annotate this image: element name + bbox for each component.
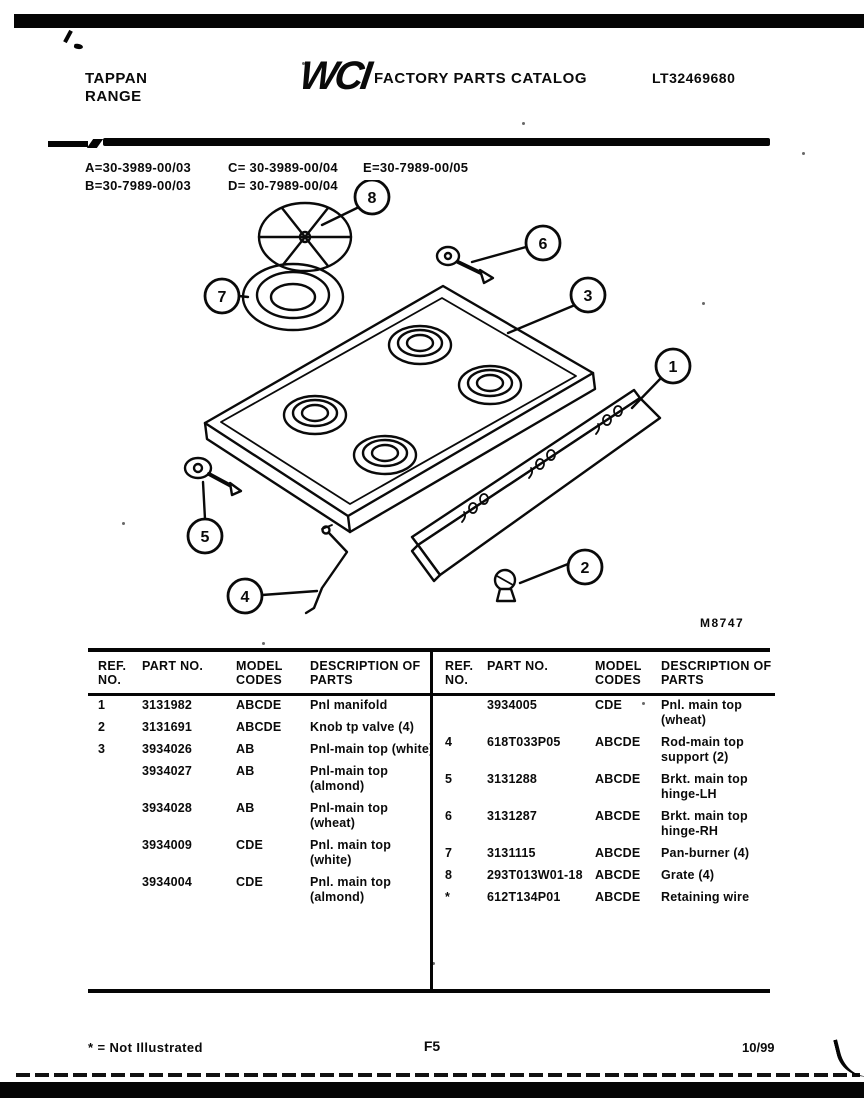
pen-mark <box>63 30 73 43</box>
model-e: E=30-7989-00/05 <box>363 160 469 175</box>
col-ref-no: REF. NO. <box>445 659 474 687</box>
model-a: A=30-3989-00/03 <box>85 160 192 175</box>
catalog-title: FACTORY PARTS CATALOG <box>374 70 588 87</box>
ref-no-cell: 2 <box>98 720 106 734</box>
parts-table-right-body <box>433 695 775 911</box>
col-part-no: PART NO. <box>487 659 549 673</box>
col-ref-no: REF. NO. <box>98 659 127 687</box>
part-no-cell: 3131691 <box>142 720 193 734</box>
table-row <box>88 873 438 910</box>
part-no-cell: 3934028 <box>142 801 193 815</box>
col-model-codes: MODEL CODES <box>236 659 283 687</box>
part-no-cell: 293T013W01-18 <box>487 868 583 882</box>
description-cell: Pnl-main top (white) <box>310 742 434 756</box>
model-codes-cell: ABCDE <box>595 846 641 860</box>
col-part-no: PART NO. <box>142 659 204 673</box>
model-d: D= 30-7989-00/04 <box>228 178 338 193</box>
callout-5 <box>188 482 222 553</box>
part-no-cell: 3934009 <box>142 838 193 852</box>
model-c: C= 30-3989-00/04 <box>228 160 338 175</box>
table-row <box>433 695 775 734</box>
description-cell: Pnl. main top (wheat) <box>661 698 743 727</box>
ref-no-cell <box>88 836 140 873</box>
header-rule-notch <box>87 139 103 148</box>
table-row <box>88 740 438 762</box>
part-no-cell: 3131982 <box>142 698 193 712</box>
model-codes-cell: ABCDE <box>595 890 641 904</box>
svg-text:8: 8 <box>367 190 377 207</box>
parts-table-left-body <box>88 695 438 911</box>
ref-no-cell <box>433 695 485 734</box>
document-number: LT32469680 <box>652 70 736 86</box>
ref-no-cell: 8 <box>445 868 453 882</box>
part-no-cell: 3934026 <box>142 742 193 756</box>
date-code: 10/99 <box>742 1040 775 1055</box>
table-row <box>433 888 775 910</box>
col-description: DESCRIPTION OF PARTS <box>310 659 421 687</box>
hinge-lh-icon <box>185 458 241 495</box>
knob-screw-icon <box>495 570 515 601</box>
footer-rule <box>16 1073 860 1077</box>
header-rule <box>103 138 770 146</box>
ref-no-cell <box>88 873 140 910</box>
table-row <box>433 866 775 888</box>
not-illustrated-note: * = Not Illustrated <box>88 1040 203 1055</box>
model-codes-cell: ABCDE <box>236 720 282 734</box>
col-model-codes: MODEL CODES <box>595 659 642 687</box>
part-no-cell: 618T033P05 <box>487 735 561 749</box>
description-cell: Pnl. main top (white) <box>310 838 392 867</box>
part-no-cell: 612T134P01 <box>487 890 561 904</box>
svg-text:4: 4 <box>240 589 250 606</box>
table-row <box>433 733 775 770</box>
model-codes-cell: ABCDE <box>236 698 282 712</box>
description-cell: Pnl. main top (almond) <box>310 875 392 904</box>
ref-no-cell: 4 <box>445 735 453 749</box>
svg-text:6: 6 <box>538 236 548 253</box>
scan-edge-top <box>14 14 864 28</box>
svg-text:7: 7 <box>217 289 227 306</box>
ref-no-cell <box>88 762 140 799</box>
header-rule-segment <box>48 141 88 147</box>
model-codes-cell: AB <box>236 801 255 815</box>
table-row <box>88 836 438 873</box>
parts-table-right <box>430 652 770 989</box>
ref-no-cell: 5 <box>445 772 453 786</box>
parts-table-left-header <box>88 652 438 695</box>
svg-text:1: 1 <box>668 359 678 376</box>
table-row <box>433 807 775 844</box>
table-row <box>433 844 775 866</box>
model-codes-cell: CDE <box>236 838 263 852</box>
description-cell: Pnl-main top (almond) <box>310 764 389 793</box>
description-cell: Brkt. main top hinge-LH <box>661 772 748 801</box>
model-codes-cell: AB <box>236 764 255 778</box>
ref-no-cell: * <box>445 890 451 904</box>
ref-no-cell: 3 <box>98 742 106 756</box>
page-number: F5 <box>423 1038 441 1054</box>
table-row <box>88 718 438 740</box>
callout-7 <box>205 279 248 313</box>
callout-2 <box>520 550 602 584</box>
description-cell: Knob tp valve (4) <box>310 720 415 734</box>
table-row <box>433 770 775 807</box>
model-codes-cell: AB <box>236 742 255 756</box>
part-no-cell: 3934004 <box>142 875 193 889</box>
callout-8 <box>322 180 389 225</box>
burner-pan-icon <box>243 264 343 330</box>
model-codes-cell: CDE <box>595 698 622 712</box>
col-description: DESCRIPTION OF PARTS <box>661 659 772 687</box>
pen-mark-dot <box>74 43 84 49</box>
part-no-cell: 3934005 <box>487 698 538 712</box>
svg-text:5: 5 <box>200 529 210 546</box>
description-cell: Rod-main top support (2) <box>661 735 744 764</box>
part-no-cell: 3131288 <box>487 772 538 786</box>
ref-no-cell <box>88 799 140 836</box>
ref-no-cell: 7 <box>445 846 453 860</box>
description-cell: Retaining wire <box>661 890 750 904</box>
model-codes-cell: ABCDE <box>595 772 641 786</box>
model-codes-cell: ABCDE <box>595 735 641 749</box>
description-cell: Pnl-main top (wheat) <box>310 801 389 830</box>
model-codes-cell: ABCDE <box>595 868 641 882</box>
callout-3 <box>508 278 605 333</box>
svg-text:3: 3 <box>583 288 593 305</box>
parts-table-right-header <box>433 652 775 695</box>
description-cell: Grate (4) <box>661 868 715 882</box>
part-no-cell: 3131115 <box>487 846 536 860</box>
brand-name <box>85 70 147 106</box>
callout-6 <box>472 226 560 262</box>
ref-no-cell: 6 <box>445 809 453 823</box>
grate-icon <box>259 203 351 271</box>
callout-1 <box>632 349 690 408</box>
description-cell: Brkt. main top hinge-RH <box>661 809 748 838</box>
table-row <box>88 762 438 799</box>
exploded-parts-diagram <box>70 180 790 640</box>
model-codes-cell: CDE <box>236 875 263 889</box>
part-no-cell: 3131287 <box>487 809 538 823</box>
model-codes-cell: ABCDE <box>595 809 641 823</box>
description-cell: Pnl manifold <box>310 698 388 712</box>
parts-table-left <box>88 652 434 989</box>
brand-line2: RANGE <box>85 88 142 105</box>
scan-edge-bottom <box>0 1082 864 1098</box>
description-cell: Pan-burner (4) <box>661 846 750 860</box>
hinge-rh-icon <box>437 247 493 283</box>
wci-logo: WCI <box>296 54 372 98</box>
brand-line1: TAPPAN <box>85 70 148 87</box>
parts-table <box>88 648 770 993</box>
part-no-cell: 3934027 <box>142 764 193 778</box>
callout-4 <box>228 579 317 613</box>
figure-id: M8747 <box>700 616 745 630</box>
rod-icon <box>306 525 347 613</box>
table-row <box>88 799 438 836</box>
model-b: B=30-7989-00/03 <box>85 178 192 193</box>
ref-no-cell: 1 <box>98 698 106 712</box>
table-row <box>88 695 438 719</box>
svg-text:2: 2 <box>580 560 590 577</box>
